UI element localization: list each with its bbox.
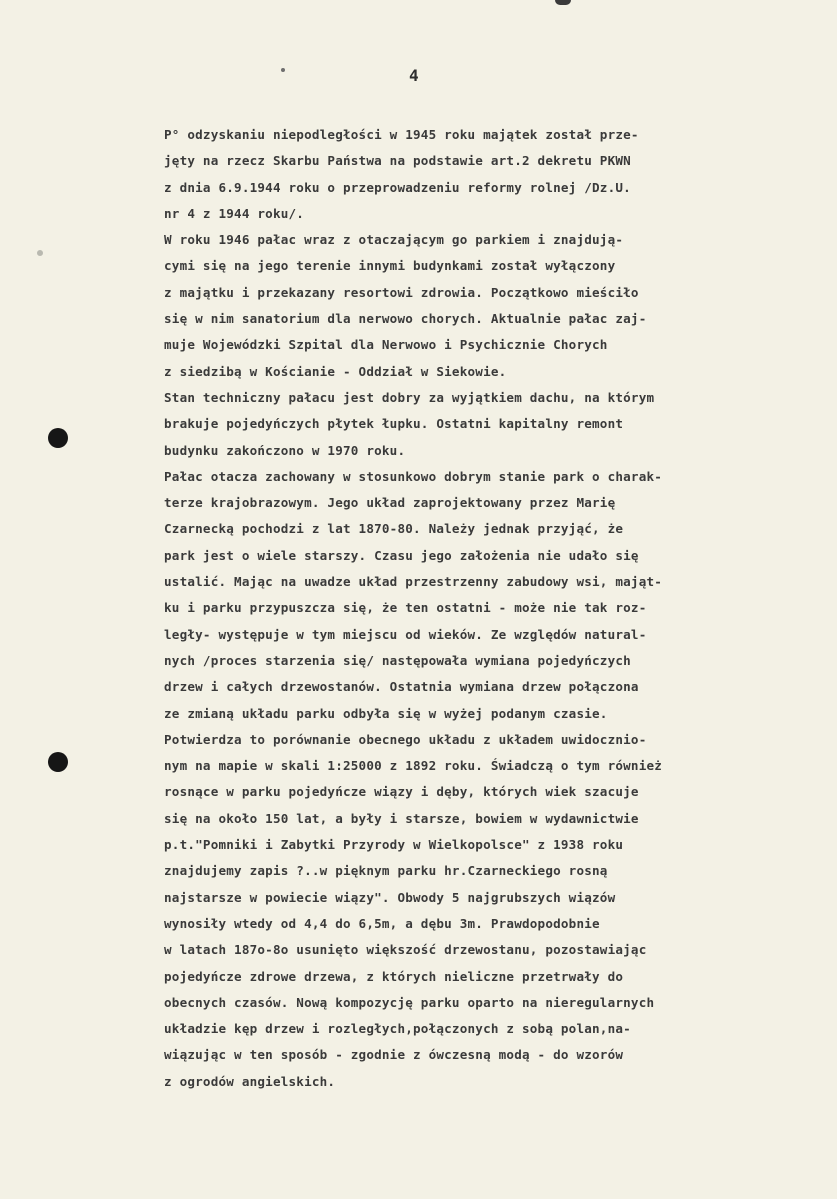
text-line: nr 4 z 1944 roku/. — [164, 205, 305, 221]
text-line: Stan techniczny pałacu jest dobry za wyjątkiem dachu, na którym — [164, 389, 655, 405]
top-edge-mark — [555, 0, 571, 5]
text-line: legły- występuje w tym miejscu od wieków. Ze względów natural- — [164, 626, 647, 642]
text-line: nym na mapie w skali 1:25000 z 1892 roku. Świadczą o tym również — [164, 758, 663, 774]
text-line: ku i parku przypuszcza się, że ten ostatni - może nie tak roz- — [164, 600, 647, 616]
text-line: Potwierdza to porównanie obecnego układu z układem uwidocznio- — [164, 731, 647, 747]
text-line: z majątku i przekazany resortowi zdrowia. Początkowo mieściło — [164, 284, 639, 300]
text-line: najstarsze w powiecie wiązy". Obwody 5 najgrubszych wiązów — [164, 889, 616, 905]
text-line: się w nim sanatorium dla nerwowo chorych. Aktualnie pałac zaj- — [164, 311, 647, 327]
text-line: obecnych czasów. Nową kompozycję parku oparto na nieregularnych — [164, 994, 655, 1010]
punch-hole-top — [48, 428, 68, 448]
text-line: pojedyńcze zdrowe drzewa, z których nieliczne przetrwały do — [164, 968, 624, 984]
text-line: z dnia 6.9.1944 roku o przeprowadzeniu reformy rolnej /Dz.U. — [164, 179, 631, 195]
text-line: jęty na rzecz Skarbu Państwa na podstawie art.2 dekretu PKWN — [164, 153, 631, 169]
margin-mark — [37, 250, 43, 256]
text-line: Czarnecką pochodzi z lat 1870-80. Należy jednak przyjąć, że — [164, 521, 624, 537]
ink-dot — [281, 68, 285, 72]
typewritten-body — [164, 122, 814, 1095]
text-line: znajdujemy zapis ?..w pięknym parku hr.Czarneckiego rosną — [164, 863, 608, 879]
text-line: ze zmianą układu parku odbyła się w wyżej podanym czasie. — [164, 705, 608, 721]
text-line: P° odzyskaniu niepodległości w 1945 roku majątek został prze- — [164, 127, 639, 142]
text-line: Pałac otacza zachowany w stosunkowo dobrym stanie park o charak- — [164, 468, 663, 484]
text-line: W roku 1946 pałac wraz z otaczającym go parkiem i znajdują- — [164, 232, 624, 248]
text-line: z ogrodów angielskich. — [164, 1073, 336, 1089]
text-line: brakuje pojedyńczych płytek łupku. Ostatni kapitalny remont — [164, 416, 624, 432]
text-line: w latach 187o-8o usunięto większość drzewostanu, pozostawiając — [164, 942, 647, 958]
text-line: park jest o wiele starszy. Czasu jego założenia nie udało się — [164, 547, 639, 563]
page-number: 4 — [409, 66, 419, 85]
punch-hole-bottom — [48, 752, 68, 772]
text-line: drzew i całych drzewostanów. Ostatnia wymiana drzew połączona — [164, 679, 639, 695]
text-line: cymi się na jego terenie innymi budynkami został wyłączony — [164, 258, 616, 274]
text-line: rosnące w parku pojedyńcze wiązy i dęby, których wiek szacuje — [164, 784, 639, 800]
text-line: nych /proces starzenia się/ następowała wymiana pojedyńczych — [164, 652, 631, 668]
text-line: z siedzibą w Kościanie - Oddział w Siekowie. — [164, 363, 507, 379]
text-line: wiązując w ten sposób - zgodnie z ówczesną modą - do wzorów — [164, 1047, 624, 1063]
text-line: wynosiły wtedy od 4,4 do 6,5m, a dębu 3m. Prawdopodobnie — [164, 915, 600, 931]
text-line: się na około 150 lat, a były i starsze, bowiem w wydawnictwie — [164, 810, 639, 826]
text-line: ustalić. Mając na uwadze układ przestrzenny zabudowy wsi, mająt- — [164, 574, 663, 590]
text-line: terze krajobrazowym. Jego układ zaprojektowany przez Marię — [164, 495, 616, 511]
text-line: budynku zakończono w 1970 roku. — [164, 442, 406, 458]
text-line: p.t."Pomniki i Zabytki Przyrody w Wielkopolsce" z 1938 roku — [164, 837, 624, 853]
text-line: muje Wojewódzki Szpital dla Nerwowo i Psychicznie Chorych — [164, 337, 608, 353]
text-line: układzie kęp drzew i rozległych,połączonych z sobą polan,na- — [164, 1021, 631, 1037]
